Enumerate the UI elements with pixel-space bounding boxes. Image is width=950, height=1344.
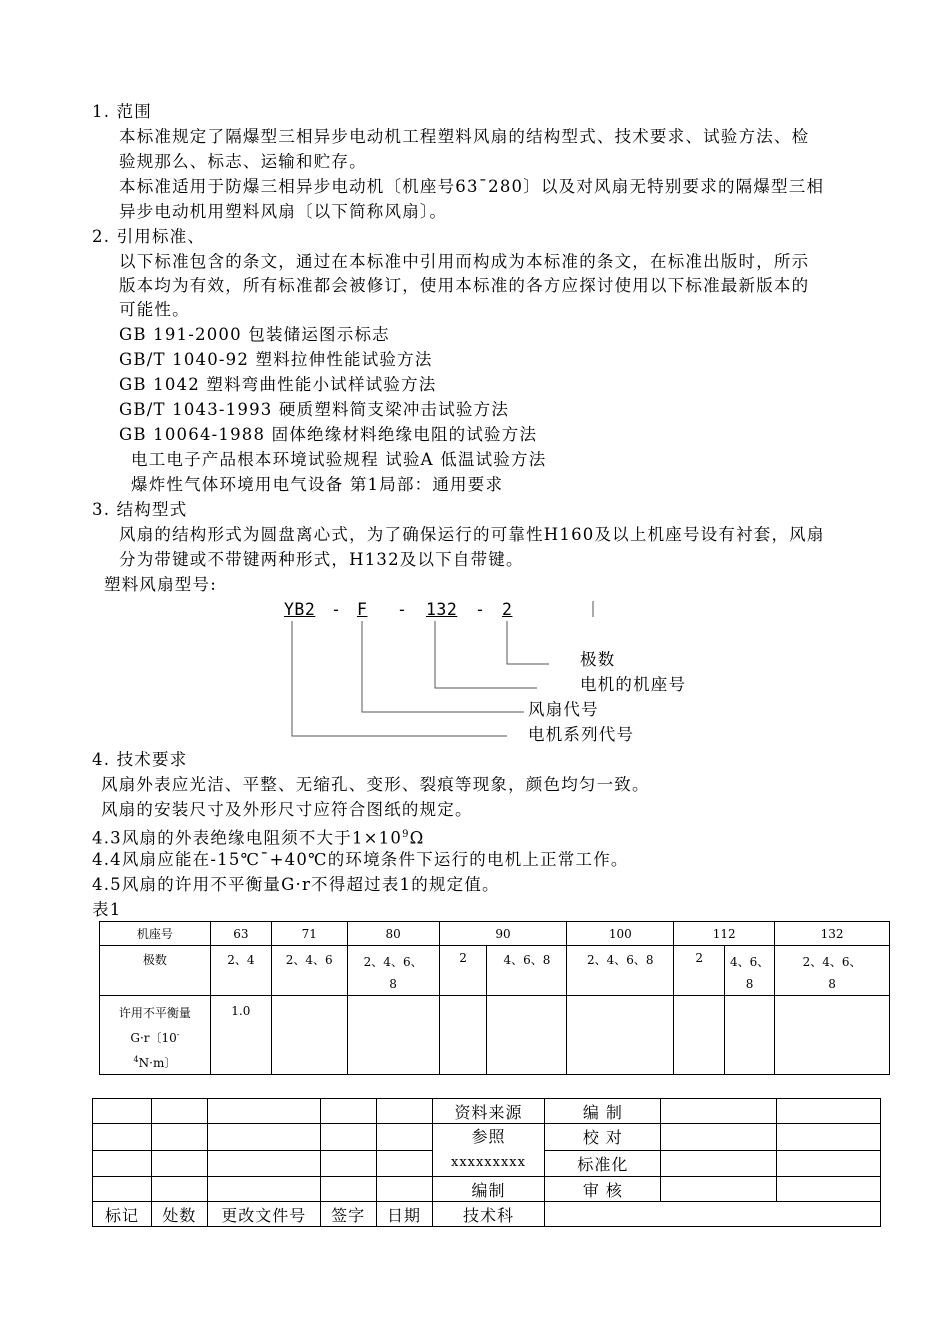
empty-cell [661, 1177, 777, 1202]
frame-cell: 100 [567, 922, 674, 946]
empty-cell [320, 1099, 376, 1124]
section-2-para: 以下标准包含的条文，通过在本标准中引用而构成为本标准的条文，在标准出版时，所示 [119, 252, 810, 271]
table-row [93, 1124, 881, 1151]
empty-cell [376, 1150, 432, 1177]
col-count: 处数 [151, 1202, 207, 1227]
empty-cell [777, 1177, 881, 1202]
empty-cell [376, 1124, 432, 1151]
empty-cell [151, 1099, 207, 1124]
empty-cell [320, 1150, 376, 1177]
empty-cell [439, 996, 487, 1075]
table-row [93, 1099, 881, 1124]
title-block [92, 1098, 881, 1227]
section-2-para: 版本均为有效，所有标准都会被修订，使用本标准的各方应探讨使用以下标准最新版本的 [119, 276, 810, 295]
empty-cell [567, 996, 674, 1075]
poles-cell: 2 [439, 946, 487, 996]
col-date: 日期 [376, 1202, 432, 1227]
model-series-code: YB2 [284, 600, 316, 619]
header-frame: 机座号 [100, 922, 211, 946]
col-mark: 标记 [93, 1202, 152, 1227]
empty-cell [347, 996, 439, 1075]
standard-label: 标准化 [545, 1150, 661, 1177]
poles-cell: 2、4 [210, 946, 271, 996]
unbalance-unit: G·r〔10 [130, 1031, 177, 1045]
poles-cell [347, 946, 439, 996]
section-4-item: 4.4风扇应能在-15℃¯+40℃的环境条件下运行的电机上正常工作。 [92, 850, 629, 869]
poles-cell: 4、6、8 [487, 946, 567, 996]
empty-cell [93, 1150, 152, 1177]
poles-cell [725, 946, 775, 996]
ref-standard: GB 1042 塑料弯曲性能小试样试验方法 [119, 375, 437, 394]
section-3-title: 3. 结构型式 [92, 500, 188, 519]
unbalance-unit: N·m〕 [138, 1056, 177, 1070]
section-2-title: 2. 引用标准、 [92, 227, 206, 246]
balance-table [99, 921, 890, 1075]
empty-cell [487, 996, 567, 1075]
poles-text: 8 [828, 977, 836, 991]
compile-label: 编 制 [545, 1099, 661, 1124]
empty-cell [376, 1099, 432, 1124]
frame-cell: 63 [210, 922, 271, 946]
ohm-symbol: Ω [409, 828, 425, 848]
review-label: 审 核 [545, 1177, 661, 1202]
header-unbalance [100, 996, 211, 1075]
header-poles: 极数 [100, 946, 211, 996]
frame-cell: 80 [347, 922, 439, 946]
section-4-item: 4.5风扇的许用不平衡量G·r不得超过表1的规定值。 [92, 875, 500, 894]
empty-cell [725, 996, 775, 1075]
empty-cell [151, 1150, 207, 1177]
unbalance-value: 1.0 [210, 996, 271, 1075]
empty-cell [777, 1150, 881, 1177]
section-3-para: 分为带键或不带键两种形式，H132及以下自带键。 [119, 550, 524, 569]
resistance-exponent: 9 [402, 829, 410, 840]
empty-cell [320, 1124, 376, 1151]
compile-cell: 编制 [432, 1177, 545, 1202]
unbalance-exp: 4 [133, 1055, 139, 1064]
table-row [100, 946, 890, 996]
empty-cell [545, 1202, 881, 1227]
section-1-para: 验规那么、标志、运输和贮存。 [119, 152, 367, 171]
dept-label: 技术科 [432, 1202, 545, 1227]
empty-cell [661, 1099, 777, 1124]
empty-cell [376, 1177, 432, 1202]
model-label-frame: 电机的机座号 [580, 675, 687, 694]
model-label-series: 电机系列代号 [528, 725, 635, 744]
poles-cell: 2、4、6 [271, 946, 347, 996]
table-row [100, 996, 890, 1075]
poles-cell [775, 946, 890, 996]
model-label: 塑料风扇型号: [104, 575, 217, 594]
empty-cell [207, 1177, 320, 1202]
empty-cell [777, 1099, 881, 1124]
poles-text: 2、4、6、 [802, 955, 862, 969]
col-sign: 签字 [320, 1202, 376, 1227]
empty-cell [93, 1124, 152, 1151]
section-4-item: 风扇的安装尺寸及外形尺寸应符合图纸的规定。 [101, 800, 473, 819]
reference-label: 参照 [471, 1127, 506, 1146]
ref-standard: GB 10064-1988 固体绝缘材料绝缘电阻的试验方法 [119, 425, 538, 444]
model-label-poles: 极数 [580, 650, 616, 669]
section-4-item [92, 823, 425, 851]
frame-cell: 90 [439, 922, 567, 946]
model-poles-code: 2 [502, 600, 513, 619]
frame-cell: 132 [775, 922, 890, 946]
section-3-para: 风扇的结构形式为圆盘离心式，为了确保运行的可靠性H160及以上机座号设有衬套，风扇 [119, 525, 825, 544]
empty-cell [661, 1124, 777, 1151]
empty-cell [151, 1177, 207, 1202]
section-1-para: 本标准规定了隔爆型三相异步电动机工程塑料风扇的结构型式、技术要求、试验方法、检 [119, 127, 810, 146]
ref-standard: GB 191-2000 包装储运图示标志 [119, 325, 390, 344]
frame-cell: 112 [674, 922, 775, 946]
resistance-text: 4.3风扇的外表绝缘电阻须不大于1×10 [92, 828, 403, 848]
poles-text: 4、6、 [729, 955, 770, 969]
check-label: 校 对 [545, 1124, 661, 1151]
col-change-doc: 更改文件号 [207, 1202, 320, 1227]
header-unbalance-line [100, 1049, 210, 1074]
reference-code: xxxxxxxxx [450, 1155, 526, 1170]
section-1-para: 本标准适用于防爆三相异步电动机〔机座号63¯280〕以及对风扇无特别要求的隔爆型三相 [119, 177, 825, 196]
poles-text: 8 [745, 977, 754, 991]
model-frame-code: 132 [426, 600, 458, 619]
header-unbalance-line: 许用不平衡量 [118, 1006, 191, 1020]
empty-cell [775, 996, 890, 1075]
model-fan-code: F [357, 600, 368, 619]
section-1-title: 1. 范围 [92, 102, 152, 121]
model-dash: - [475, 600, 486, 619]
empty-cell [93, 1177, 152, 1202]
section-4-title: 4. 技术要求 [92, 750, 188, 769]
table-caption: 表1 [92, 900, 122, 919]
header-unbalance-line [100, 1024, 210, 1049]
empty-cell [271, 996, 347, 1075]
empty-cell [207, 1150, 320, 1177]
model-label-fan: 风扇代号 [528, 700, 599, 719]
source-label: 资料来源 [432, 1099, 545, 1124]
table-row [93, 1202, 881, 1227]
reference-cell [432, 1124, 545, 1177]
poles-cell: 2、4、6、8 [567, 946, 674, 996]
table-row [100, 922, 890, 946]
empty-cell [777, 1124, 881, 1151]
empty-cell [93, 1099, 152, 1124]
empty-cell [320, 1177, 376, 1202]
empty-cell [207, 1099, 320, 1124]
poles-text: 2、4、6、 [363, 955, 423, 969]
empty-cell [674, 996, 725, 1075]
empty-cell [207, 1124, 320, 1151]
ref-standard: 电工电子产品根本环境试验规程 试验A 低温试验方法 [131, 450, 547, 469]
frame-cell: 71 [271, 922, 347, 946]
ref-standard: GB/T 1043-1993 硬质塑料简支梁冲击试验方法 [119, 400, 510, 419]
section-1-para: 异步电动机用塑料风扇〔以下简称风扇〕。 [119, 202, 448, 221]
empty-cell [151, 1124, 207, 1151]
section-2-para: 可能性。 [119, 300, 190, 319]
ref-standard: GB/T 1040-92 塑料拉伸性能试验方法 [119, 350, 433, 369]
table-row [93, 1177, 881, 1202]
model-dash: - [397, 600, 408, 619]
empty-cell [661, 1150, 777, 1177]
poles-text: 8 [389, 977, 397, 991]
poles-cell: 2 [674, 946, 725, 996]
unbalance-exp-sign: - [176, 1030, 180, 1039]
ref-standard: 爆炸性气体环境用电气设备 第1局部：通用要求 [131, 475, 504, 494]
model-dash: - [331, 600, 342, 619]
section-4-item: 风扇外表应光洁、平整、无缩孔、变形、裂痕等现象，颜色均匀一致。 [101, 775, 650, 794]
